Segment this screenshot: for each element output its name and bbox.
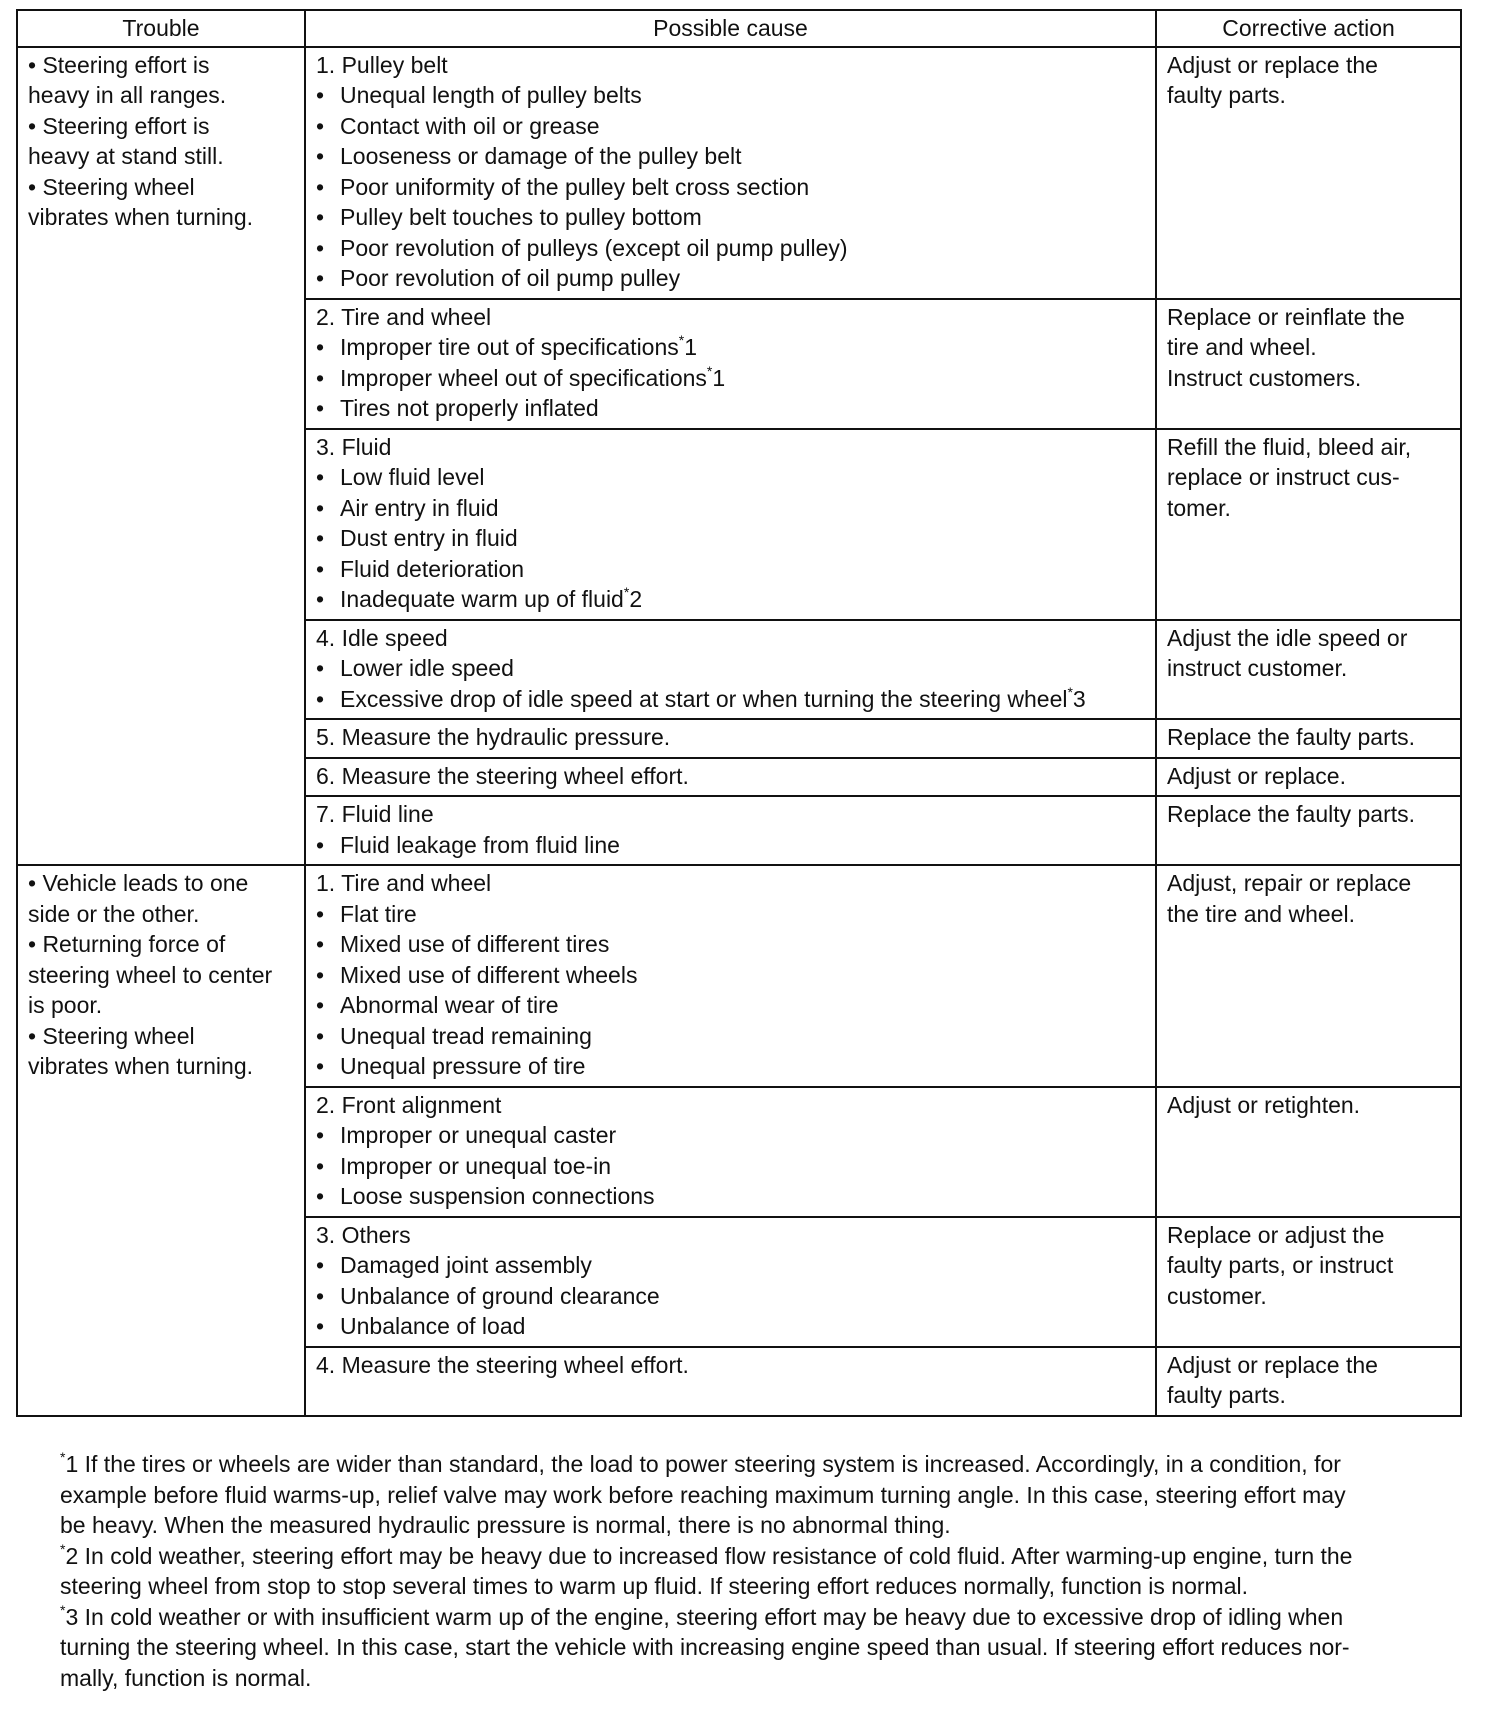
footnote-text: 1 If the tires or wheels are wider than standard, the load to power steering system is increased. Accordingly, in a condition, for — [65, 1451, 1341, 1477]
cause-bullet — [316, 684, 1145, 715]
footnote-mark: * — [60, 1601, 66, 1618]
footnote-text: 3 In cold weather or with insufficient warm up of the engine, steering effort may be heavy due to excessive drop of idling when — [65, 1603, 1344, 1630]
bullet-dot: • — [316, 685, 325, 712]
cause-bullet — [316, 233, 1145, 264]
cause-bullet-text: Mixed use of different wheels — [340, 961, 638, 988]
cause-bullet — [316, 960, 1145, 991]
bullet-dot: • — [316, 655, 325, 681]
footnote-line — [60, 1602, 1470, 1633]
cause-bullet-text: Poor revolution of pulleys (except oil pump pulley) — [340, 234, 848, 261]
cause-bullet — [316, 202, 1145, 233]
cause-title: 2. Tire and wheel — [316, 303, 492, 330]
bullet-dot: • — [316, 555, 325, 582]
cause-bullet-text: Unequal pressure of tire — [340, 1053, 586, 1079]
possible-cause-cell — [305, 620, 1156, 720]
cause-bullet-text: Mixed use of different tires — [340, 931, 610, 957]
footnote-line — [60, 1449, 1470, 1480]
possible-cause-cell — [305, 429, 1156, 620]
bullet-dot: • — [316, 82, 325, 108]
cause-bullet-text: Pulley belt touches to pulley bottom — [340, 204, 702, 230]
footnote-mark: * — [60, 1540, 66, 1557]
cause-bullet — [316, 1181, 1145, 1212]
bullet-dot: • — [316, 334, 325, 360]
footnote-marker: * — [706, 362, 713, 379]
cause-title: 1. Tire and wheel — [316, 870, 492, 896]
cause-bullet — [316, 1311, 1145, 1342]
corrective-action-cell — [1156, 1217, 1461, 1347]
footnote-text: steering wheel from stop to stop several times to warm up fluid. If steering effort reduces normally, function is normal. — [60, 1573, 1249, 1599]
footnote-text: example before fluid warms-up, relief valve may work before reaching maximum turning angle. In this case, steering effort may — [60, 1481, 1346, 1508]
footnote-text: 2 In cold weather, steering effort may be heavy due to increased flow resistance of cold fluid. After warming-up engine, turn the — [65, 1542, 1353, 1569]
cause-bullet — [316, 141, 1145, 172]
action-text: instruct customer. — [1167, 655, 1348, 681]
cause-bullet-text: Poor uniformity of the pulley belt cross section — [340, 173, 810, 200]
action-text: replace or instruct cus- — [1167, 464, 1400, 490]
footnote-ref: 1 — [684, 334, 698, 360]
cause-bullet-text: Low fluid level — [340, 464, 485, 490]
bullet-dot: • — [316, 525, 325, 551]
bullet-dot: • — [316, 586, 325, 612]
bullet-dot: • — [316, 1122, 325, 1148]
action-text: Adjust or replace the — [1167, 1351, 1378, 1378]
footnote-marker: * — [678, 332, 685, 348]
cause-bullet — [316, 929, 1145, 960]
cause-bullet — [316, 111, 1145, 142]
corrective-action-cell — [1156, 758, 1461, 797]
corrective-action-cell — [1156, 47, 1461, 299]
cause-bullet-text: Unequal length of pulley belts — [340, 82, 642, 108]
cause-bullet-text: Inadequate warm up of fluid — [340, 586, 624, 612]
trouble-text: vibrates when turning. — [28, 204, 254, 230]
cause-bullet-text: Excessive drop of idle speed at start or when turning the steering wheel — [340, 685, 1068, 712]
footnote-mark: * — [60, 1449, 66, 1465]
cause-bullet — [316, 584, 1145, 615]
cause-bullet-text: Tires not properly inflated — [340, 395, 599, 421]
trouble-text: • Vehicle leads to one — [28, 870, 249, 896]
cause-title: 7. Fluid line — [316, 801, 434, 827]
bullet-dot: • — [316, 395, 325, 421]
corrective-action-cell — [1156, 796, 1461, 865]
table-body — [17, 47, 1461, 1416]
action-text: faulty parts, or instruct — [1167, 1252, 1394, 1278]
action-text: Adjust or retighten. — [1167, 1091, 1361, 1118]
cause-bullet — [316, 1051, 1145, 1082]
footnote-text: turning the steering wheel. In this case, start the vehicle with increasing engine speed than usual. If steering effort reduces nor- — [60, 1634, 1350, 1660]
trouble-text: heavy in all ranges. — [28, 82, 227, 108]
header-possible-cause: Possible cause — [305, 10, 1156, 47]
cause-bullet — [316, 493, 1145, 524]
cause-bullet — [316, 653, 1145, 684]
footnote-line — [60, 1480, 1470, 1511]
cause-title: 5. Measure the hydraulic pressure. — [316, 724, 671, 750]
cause-bullet — [316, 462, 1145, 493]
possible-cause-cell — [305, 1087, 1156, 1217]
bullet-dot: • — [316, 1053, 325, 1079]
trouble-text: is poor. — [28, 992, 103, 1018]
trouble-text: vibrates when turning. — [28, 1053, 254, 1079]
trouble-text: heavy at stand still. — [28, 143, 224, 169]
trouble-text: • Returning force of — [28, 931, 226, 957]
cause-bullet-text: Contact with oil or grease — [340, 112, 600, 139]
action-text: customer. — [1167, 1282, 1267, 1309]
table-row — [17, 865, 1461, 1087]
corrective-action-cell — [1156, 1347, 1461, 1416]
bullet-dot: • — [316, 464, 325, 490]
cause-bullet — [316, 830, 1145, 861]
footnote-marker: * — [623, 584, 630, 600]
cause-bullet-text: Loose suspension connections — [340, 1183, 655, 1209]
header-corrective-action: Corrective action — [1156, 10, 1461, 47]
trouble-text: steering wheel to center — [28, 961, 273, 988]
action-text: Adjust, repair or replace — [1167, 870, 1412, 896]
trouble-cell — [17, 865, 305, 1416]
footnote-ref: 3 — [1072, 685, 1086, 712]
action-text: Replace the faulty parts. — [1167, 724, 1416, 750]
cause-bullet-text: Fluid leakage from fluid line — [340, 831, 620, 858]
cause-bullet-text: Improper wheel out of specifications — [340, 364, 707, 391]
cause-bullet — [316, 80, 1145, 111]
footnote-line — [60, 1510, 1470, 1541]
footnote-text: mally, function is normal. — [60, 1664, 312, 1691]
action-text: the tire and wheel. — [1167, 900, 1355, 927]
cause-bullet-text: Improper or unequal toe-in — [340, 1152, 612, 1179]
corrective-action-cell — [1156, 429, 1461, 620]
cause-bullet — [316, 554, 1145, 585]
cause-bullet-text: Unbalance of ground clearance — [340, 1282, 660, 1309]
table-row — [17, 47, 1461, 299]
trouble-text: • Steering wheel — [28, 173, 195, 200]
possible-cause-cell — [305, 719, 1156, 758]
bullet-dot: • — [316, 234, 325, 261]
possible-cause-cell — [305, 865, 1156, 1087]
action-text: tire and wheel. — [1167, 334, 1317, 360]
bullet-dot: • — [316, 265, 325, 291]
action-text: Adjust or replace. — [1167, 762, 1346, 789]
bullet-dot: • — [316, 364, 325, 391]
trouble-text: • Steering effort is — [28, 51, 210, 78]
cause-title: 4. Measure the steering wheel effort. — [316, 1351, 689, 1378]
footnote-line — [60, 1571, 1470, 1602]
trouble-cell — [17, 47, 305, 866]
bullet-dot: • — [316, 1313, 325, 1339]
cause-bullet — [316, 1021, 1145, 1052]
bullet-dot: • — [316, 1282, 325, 1309]
cause-bullet-text: Damaged joint assembly — [340, 1252, 592, 1278]
footnote-line — [60, 1663, 1470, 1694]
footnote-ref: 1 — [712, 364, 726, 391]
cause-bullet-text: Poor revolution of oil pump pulley — [340, 265, 681, 291]
footnote-marker: * — [1067, 683, 1073, 700]
footnotes — [60, 1449, 1470, 1693]
cause-title: 4. Idle speed — [316, 624, 448, 651]
cause-bullet-text: Flat tire — [340, 900, 417, 927]
bullet-dot: • — [316, 204, 325, 230]
cause-bullet — [316, 363, 1145, 394]
cause-title: 3. Others — [316, 1221, 411, 1248]
action-text: Refill the fluid, bleed air, — [1167, 433, 1412, 460]
cause-bullet — [316, 990, 1145, 1021]
corrective-action-cell — [1156, 719, 1461, 758]
possible-cause-cell — [305, 758, 1156, 797]
trouble-text: • Steering effort is — [28, 112, 210, 139]
cause-bullet — [316, 1250, 1145, 1281]
cause-bullet-text: Fluid deterioration — [340, 555, 525, 582]
trouble-text: side or the other. — [28, 900, 200, 927]
cause-bullet — [316, 332, 1145, 363]
footnote-line — [60, 1632, 1470, 1663]
action-text: Replace or reinflate the — [1167, 303, 1405, 330]
corrective-action-cell — [1156, 1087, 1461, 1217]
cause-bullet — [316, 899, 1145, 930]
corrective-action-cell — [1156, 299, 1461, 429]
bullet-dot: • — [316, 143, 325, 169]
cause-bullet — [316, 1120, 1145, 1151]
cause-bullet-text: Unbalance of load — [340, 1313, 526, 1339]
cause-bullet — [316, 1151, 1145, 1182]
corrective-action-cell — [1156, 620, 1461, 720]
trouble-text: • Steering wheel — [28, 1022, 195, 1049]
bullet-dot: • — [316, 1252, 325, 1278]
bullet-dot: • — [316, 173, 325, 200]
bullet-dot: • — [316, 961, 325, 988]
bullet-dot: • — [316, 494, 325, 521]
cause-bullet-text: Looseness or damage of the pulley belt — [340, 143, 742, 169]
bullet-dot: • — [316, 931, 325, 957]
action-text: faulty parts. — [1167, 1382, 1286, 1408]
cause-bullet-text: Air entry in fluid — [340, 494, 499, 521]
possible-cause-cell — [305, 1347, 1156, 1416]
bullet-dot: • — [316, 831, 325, 858]
possible-cause-cell — [305, 1217, 1156, 1347]
cause-bullet — [316, 523, 1145, 554]
cause-bullet — [316, 263, 1145, 294]
cause-title: 3. Fluid — [316, 433, 392, 460]
cause-bullet-text: Improper tire out of specifications — [340, 334, 679, 360]
troubleshooting-table-container — [16, 9, 1460, 1417]
action-text: faulty parts. — [1167, 82, 1286, 108]
bullet-dot: • — [316, 900, 325, 927]
action-text: Replace the faulty parts. — [1167, 801, 1416, 827]
bullet-dot: • — [316, 992, 325, 1018]
cause-title: 2. Front alignment — [316, 1091, 502, 1118]
action-text: Instruct customers. — [1167, 364, 1362, 391]
cause-bullet-text: Dust entry in fluid — [340, 525, 518, 551]
footnote-ref: 2 — [629, 586, 643, 612]
possible-cause-cell — [305, 796, 1156, 865]
table-header-row — [17, 10, 1461, 47]
action-text: Adjust the idle speed or — [1167, 624, 1408, 651]
bullet-dot: • — [316, 1022, 325, 1049]
bullet-dot: • — [316, 1183, 325, 1209]
cause-bullet-text: Improper or unequal caster — [340, 1122, 617, 1148]
cause-bullet — [316, 1281, 1145, 1312]
cause-title: 6. Measure the steering wheel effort. — [316, 762, 689, 789]
possible-cause-cell — [305, 299, 1156, 429]
footnote-text: be heavy. When the measured hydraulic pressure is normal, there is no abnormal thing. — [60, 1512, 951, 1538]
cause-bullet-text: Unequal tread remaining — [340, 1022, 592, 1049]
cause-bullet — [316, 172, 1145, 203]
cause-title: 1. Pulley belt — [316, 51, 448, 78]
action-text: Adjust or replace the — [1167, 51, 1378, 78]
bullet-dot: • — [316, 1152, 325, 1179]
footnote-line — [60, 1541, 1470, 1572]
bullet-dot: • — [316, 112, 325, 139]
action-text: Replace or adjust the — [1167, 1221, 1385, 1248]
action-text: tomer. — [1167, 494, 1231, 521]
possible-cause-cell — [305, 47, 1156, 299]
corrective-action-cell — [1156, 865, 1461, 1087]
cause-bullet — [316, 393, 1145, 424]
troubleshooting-table — [16, 9, 1462, 1417]
cause-bullet-text: Abnormal wear of tire — [340, 992, 559, 1018]
cause-bullet-text: Lower idle speed — [340, 655, 514, 681]
header-trouble: Trouble — [17, 10, 305, 47]
